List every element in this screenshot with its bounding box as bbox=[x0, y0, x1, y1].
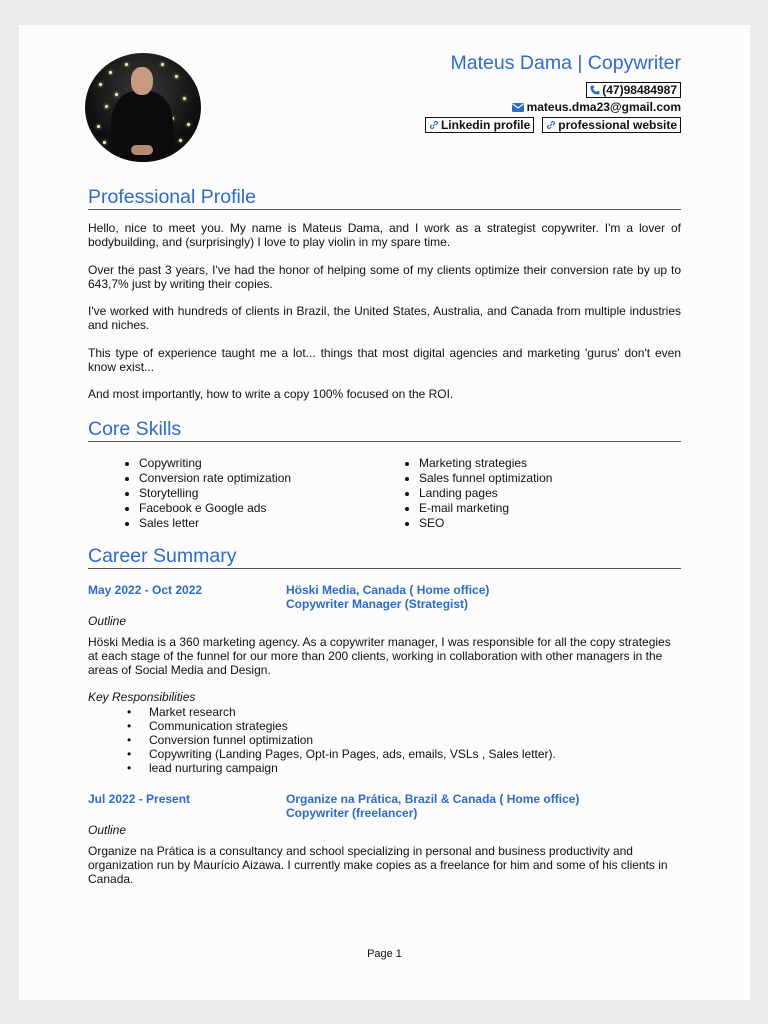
section-title-career: Career Summary bbox=[88, 545, 681, 569]
section-title-skills: Core Skills bbox=[88, 418, 681, 442]
profile-paragraph: And most importantly, how to write a copy 100% focused on the ROI. bbox=[88, 387, 454, 401]
profile-paragraph: Hello, nice to meet you. My name is Mateus Dama, and I work as a strategist copywriter. I'm a lover of bodybuilding, and (surprisingly) I love to play violin in my spare time. bbox=[88, 221, 681, 249]
website-label: professional website bbox=[558, 118, 677, 132]
job-dates: Jul 2022 - Present bbox=[88, 792, 191, 806]
profile-paragraph: I've worked with hundreds of clients in Brazil, the United States, Australia, and Canada from multiple industries and niches. bbox=[88, 304, 681, 332]
link-icon bbox=[429, 120, 439, 130]
list-item: • Conversion funnel optimization bbox=[149, 733, 556, 747]
skill-item: • E-mail marketing bbox=[419, 501, 685, 516]
section-title-profile: Professional Profile bbox=[88, 186, 681, 210]
skill-item: • Storytelling bbox=[139, 486, 405, 501]
list-item: • Market research bbox=[149, 705, 556, 719]
skill-item: • Marketing strategies bbox=[419, 456, 685, 471]
phone-contact bbox=[586, 82, 681, 98]
profile-links bbox=[425, 117, 681, 133]
job-company: Organize na Prática, Brazil & Canada ( Home office) bbox=[286, 792, 580, 806]
job-outline: Organize na Prática is a consultancy and school specializing in personal and business productivity and organization run by Maurício Aizawa. I currently make copies as a freelance for him and some of his clients in Canada. bbox=[88, 844, 668, 886]
responsibilities-list bbox=[149, 705, 556, 775]
name-title: Mateus Dama | Copywriter bbox=[450, 52, 681, 74]
linkedin-label: Linkedin profile bbox=[440, 118, 531, 132]
skill-item: • Copywriting bbox=[139, 456, 405, 471]
email-address[interactable]: mateus.dma23@gmail.com bbox=[526, 100, 681, 114]
skill-item: • Landing pages bbox=[419, 486, 685, 501]
phone-icon bbox=[590, 85, 600, 95]
skills-column-right bbox=[405, 456, 685, 531]
profile-paragraph: Over the past 3 years, I've had the honor of helping some of my clients optimize their conversion rate by up to 643,7% just by writing their copies. bbox=[88, 263, 681, 291]
phone-link[interactable] bbox=[586, 82, 681, 98]
job-dates: May 2022 - Oct 2022 bbox=[88, 583, 203, 597]
website-link[interactable] bbox=[542, 117, 681, 133]
responsibilities-label: Key Responsibilities bbox=[88, 690, 196, 704]
job-outline: Höski Media is a 360 marketing agency. As a copywriter manager, I was responsible for all the copy strategies at each stage of the funnel for our more than 200 clients, working in collaboration with other managers in the areas of Social Media and Design. bbox=[88, 635, 671, 677]
outline-label: Outline bbox=[88, 823, 127, 837]
list-item: • Communication strategies bbox=[149, 719, 556, 733]
list-item: • Copywriting (Landing Pages, Opt-in Pages, ads, emails, VSLs , Sales letter). bbox=[149, 747, 556, 761]
email-contact bbox=[512, 100, 681, 114]
job-company: Höski Media, Canada ( Home office) bbox=[286, 583, 490, 597]
resume-page bbox=[19, 25, 750, 1000]
phone-number: (47)98484987 bbox=[602, 83, 677, 97]
list-item: • lead nurturing campaign bbox=[149, 761, 556, 775]
skills-column-left bbox=[125, 456, 405, 531]
skill-item: • Sales letter bbox=[139, 516, 405, 531]
skill-item: • Conversion rate optimization bbox=[139, 471, 405, 486]
skills-list bbox=[125, 456, 685, 531]
profile-photo bbox=[85, 53, 201, 162]
job-role: Copywriter (freelancer) bbox=[286, 806, 418, 820]
skill-item: • SEO bbox=[419, 516, 685, 531]
outline-label: Outline bbox=[88, 614, 127, 628]
job-role: Copywriter Manager (Strategist) bbox=[286, 597, 469, 611]
link-icon bbox=[546, 120, 556, 130]
skill-item: • Sales funnel optimization bbox=[419, 471, 685, 486]
page-number: Page 1 bbox=[367, 948, 402, 960]
envelope-icon bbox=[512, 103, 524, 112]
skill-item: • Facebook e Google ads bbox=[139, 501, 405, 516]
linkedin-link[interactable] bbox=[425, 117, 534, 133]
profile-paragraph: This type of experience taught me a lot... things that most digital agencies and marketing 'gurus' don't even know exist... bbox=[88, 346, 681, 374]
